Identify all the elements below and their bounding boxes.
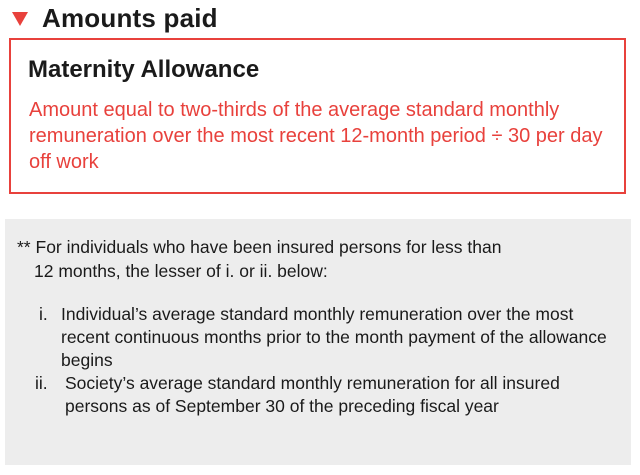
section-title: Amounts paid [42,2,218,33]
note-main [17,235,617,283]
note-line-2: 12 months, the lesser of i. or ii. below: [34,261,328,281]
note-item-ii [35,372,624,418]
note-prefix: ** [17,237,31,257]
section-header [12,1,218,35]
note-item-text: Society’s average standard monthly remuneration for all insured persons as of September 30 of the preceding fiscal year [65,373,560,416]
note-item-marker: i. [39,304,48,324]
note-line-1-text: For individuals who have been insured persons for less than [35,237,502,257]
note-item-marker: ii. [35,373,48,393]
allowance-description: Amount equal to two-thirds of the average standard monthly remuneration over the most recent 12-month period ÷ 30 per day off work [29,99,603,173]
maternity-allowance-box [9,38,626,194]
note-box [5,219,631,465]
triangle-down-icon [12,12,28,26]
note-item-text: Individual’s average standard monthly remuneration over the most recent continuous months prior to the month payment of the allowance begins [61,304,607,370]
note-list [35,303,624,418]
note-line-1 [17,235,617,259]
allowance-title: Maternity Allowance [28,56,260,83]
note-item-i [39,303,624,372]
